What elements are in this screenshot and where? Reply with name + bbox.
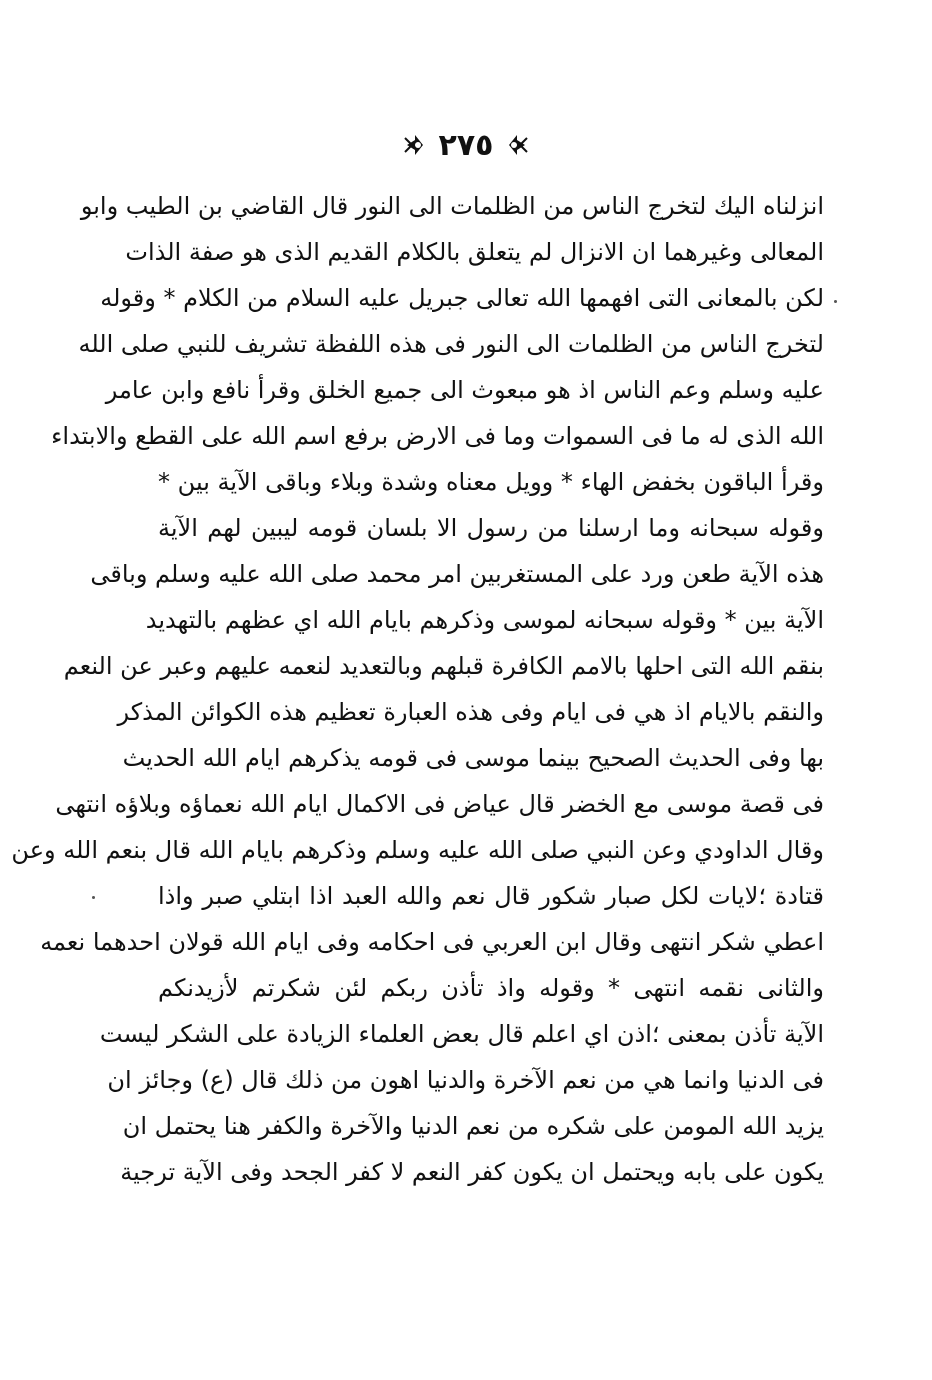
text-line: وقرأ الباقون بخفض الهاء * وويل معناه وشدة وبلاء وباقى الآية بين * bbox=[158, 468, 824, 496]
text-line: المعالى وغيرهما ان الانزال لم يتعلق بالكلام القديم الذى هو صفة الذات bbox=[125, 238, 824, 266]
body-text bbox=[11, 183, 824, 1195]
ornament-icon bbox=[403, 130, 425, 160]
scan-speck bbox=[834, 300, 837, 303]
text-line: والنقم بالايام اذ هي فى ايام وفى هذه العبارة تعظيم هذه الكوائن المذكر bbox=[117, 698, 824, 726]
text-line: وقال الداودي وعن النبي صلى الله عليه وسلم وذكرهم بايام الله قال بنعم الله وعن bbox=[11, 836, 824, 864]
text-line: اعطي شكر انتهى وقال ابن العربي فى احكامه وفى ايام الله قولان احدهما نعمه bbox=[40, 928, 824, 956]
text-line: فى قصة موسى مع الخضر قال عياض فى الاكمال ايام الله نعماؤه وبلاؤه انتهى bbox=[55, 790, 824, 818]
page-header bbox=[0, 120, 932, 170]
text-line: بها وفى الحديث الصحيح بينما موسى فى قومه يذكرهم ايام الله الحديث bbox=[122, 744, 824, 772]
text-line: قتادة ؛لايات لكل صبار شكور قال نعم والله العبد اذا ابتلي صبر واذا bbox=[158, 882, 824, 910]
text-line: الله الذى له ما فى السموات وما فى الارض برفع اسم الله على القطع والابتداء bbox=[51, 422, 824, 450]
text-line: الآية تأذن بمعنى ؛اذن اي اعلم قال بعض العلماء الزيادة على الشكر ليست bbox=[99, 1020, 824, 1048]
text-line: هذه الآية طعن ورد على المستغربين امر محمد صلى الله عليه وسلم وباقى bbox=[90, 560, 824, 588]
text-line: فى الدنيا وانما هي من نعم الآخرة والدنيا اهون من ذلك قال (ع) وجائز ان bbox=[107, 1066, 824, 1094]
ornament-icon bbox=[507, 130, 529, 160]
text-line: يكون على بابه ويحتمل ان يكون كفر النعم لا كفر الجحد وفى الآية ترجية bbox=[120, 1158, 824, 1186]
text-line: الآية بين * وقوله سبحانه لموسى وذكرهم بايام الله اي عظهم بالتهديد bbox=[145, 606, 824, 634]
text-line: لكن بالمعانى التى افهمها الله تعالى جبريل عليه السلام من الكلام * وقوله bbox=[100, 284, 824, 312]
text-line: والثانى نقمه انتهى * وقوله واذ تأذن ربكم لئن شكرتم لأزيدنكم bbox=[158, 974, 824, 1002]
text-line: بنقم الله التى احلها بالامم الكافرة قبلهم وبالتعديد لنعمه عليهم وعبر عن النعم bbox=[63, 652, 824, 680]
text-line: لتخرج الناس من الظلمات الى النور فى هذه اللفظة تشريف للنبي صلى الله bbox=[78, 330, 824, 358]
text-line: يزيد الله المومن على شكره من نعم الدنيا والآخرة والكفر هنا يحتمل ان bbox=[122, 1112, 824, 1140]
text-line: وقوله سبحانه وما ارسلنا من رسول الا بلسان قومه ليبين لهم الآية bbox=[158, 514, 824, 542]
text-line: انزلناه اليك لتخرج الناس من الظلمات الى النور قال القاضي بن الطيب وابو bbox=[80, 192, 824, 220]
scan-speck bbox=[92, 896, 95, 899]
text-line: عليه وسلم وعم الناس اذ هو مبعوث الى جميع الخلق وقرأ نافع وابن عامر bbox=[105, 376, 824, 404]
page-number: ٢٧٥ bbox=[438, 127, 494, 163]
